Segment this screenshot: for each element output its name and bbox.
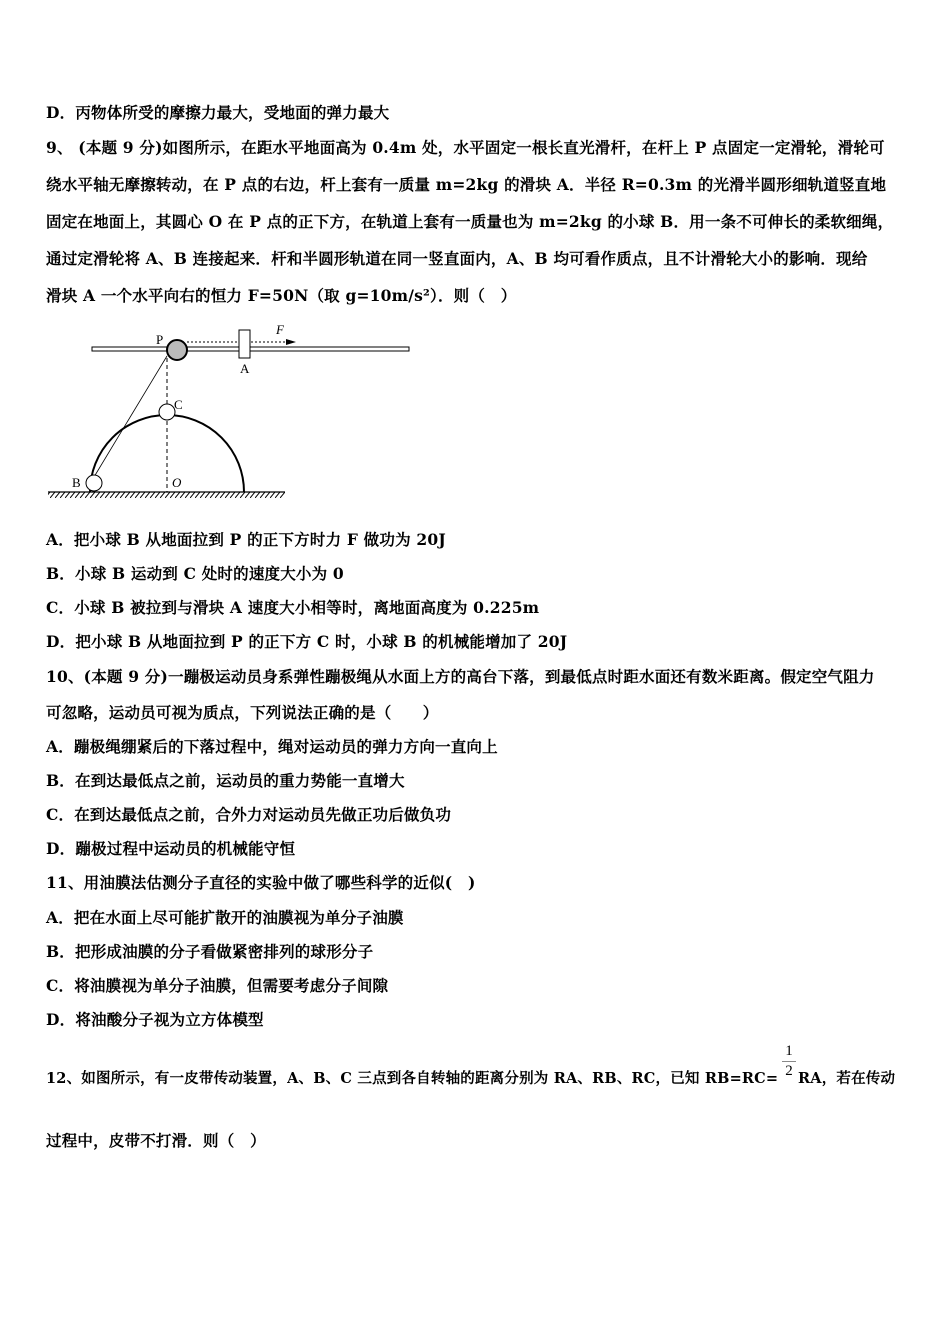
q9-stem-line-5: 滑块 A 一个水平向右的恒力 F=50N（取 g=10m/s²）．则（ ） [46, 286, 517, 305]
q10-stem-line-2: 可忽略，运动员可视为质点，下列说法正确的是（ ） [46, 703, 439, 722]
label-b: B [72, 475, 81, 490]
label-p: P [156, 332, 164, 347]
q9-figure [0, 0, 950, 510]
pulley-p [167, 340, 187, 360]
q10-option-b: B．在到达最低点之前，运动员的重力势能一直增大 [46, 771, 405, 790]
q11-stem: 11、用油膜法估测分子直径的实验中做了哪些科学的近似( ) [46, 873, 476, 892]
label-c: C [174, 397, 183, 412]
fraction-one-half [782, 1043, 796, 1080]
ground [48, 492, 285, 498]
label-a: A [240, 361, 250, 376]
q12-stem-line-1: 12、如图所示，有一皮带传动装置，A、B、C 三点到各自转轴的距离分别为 RA、RB、RC，已知 RB=RC= [46, 1070, 779, 1087]
q9-stem-line-4: 通过定滑轮将 A、B 连接起来．杆和半圆形轨道在同一竖直面内，A、B 均可看作质点，且不计滑轮大小的影响．现给 [46, 249, 868, 268]
q9-option-d: D．把小球 B 从地面拉到 P 的正下方 C 时，小球 B 的机械能增加了 20J [46, 632, 568, 651]
q11-option-c: C．将油膜视为单分子油膜，但需要考虑分子间隙 [46, 976, 389, 995]
q12-stem-line-1-end: RA，若在传动 [798, 1070, 896, 1087]
q9-stem-line-2: 绕水平轴无摩擦转动，在 P 点的右边，杆上套有一质量 m=2kg 的滑块 A．半径 R=0.3m 的光滑半圆形细轨道竖直地 [46, 175, 887, 194]
fraction-numerator: 1 [785, 1043, 793, 1059]
ball-b [86, 475, 102, 491]
label-f: F [276, 322, 284, 337]
q11-option-d: D．将油酸分子视为立方体模型 [46, 1010, 264, 1029]
q9-option-a: A．把小球 B 从地面拉到 P 的正下方时力 F 做功为 20J [46, 530, 446, 549]
q8-option-d: D．丙物体所受的摩擦力最大，受地面的弹力最大 [46, 103, 390, 122]
force-arrow-icon [286, 339, 296, 345]
ball-c [159, 404, 175, 420]
label-o: O [172, 475, 182, 490]
q11-option-a: A．把在水面上尽可能扩散开的油膜视为单分子油膜 [46, 908, 404, 927]
q12-stem-line-2: 过程中，皮带不打滑．则（ ） [46, 1131, 266, 1150]
q10-option-c: C．在到达最低点之前，合外力对运动员先做正功后做负功 [46, 805, 452, 824]
q9-option-b: B．小球 B 运动到 C 处时的速度大小为 0 [46, 564, 344, 583]
q9-option-c: C．小球 B 被拉到与滑块 A 速度大小相等时，离地面高度为 0.225m [46, 598, 540, 617]
q10-stem-line-1: 10、(本题 9 分)一蹦极运动员身系弹性蹦极绳从水面上方的高台下落，到最低点时距水面还有数米距离。假定空气阻力 [46, 667, 875, 686]
slider-a [239, 330, 250, 358]
fraction-denominator: 2 [785, 1063, 793, 1079]
q10-option-a: A．蹦极绳绷紧后的下落过程中，绳对运动员的弹力方向一直向上 [46, 737, 498, 756]
q9-stem-line-3: 固定在地面上，其圆心 O 在 P 点的正下方，在轨道上套有一质量也为 m=2kg 的小球 B．用一条不可伸长的柔软细绳， [46, 212, 894, 231]
q10-option-d: D．蹦极过程中运动员的机械能守恒 [46, 839, 296, 858]
q11-option-b: B．把形成油膜的分子看做紧密排列的球形分子 [46, 942, 374, 961]
q9-stem-line-1: 9、 (本题 9 分)如图所示，在距水平地面高为 0.4m 处，水平固定一根长直光滑杆，在杆上 P 点固定一定滑轮，滑轮可 [46, 138, 885, 157]
